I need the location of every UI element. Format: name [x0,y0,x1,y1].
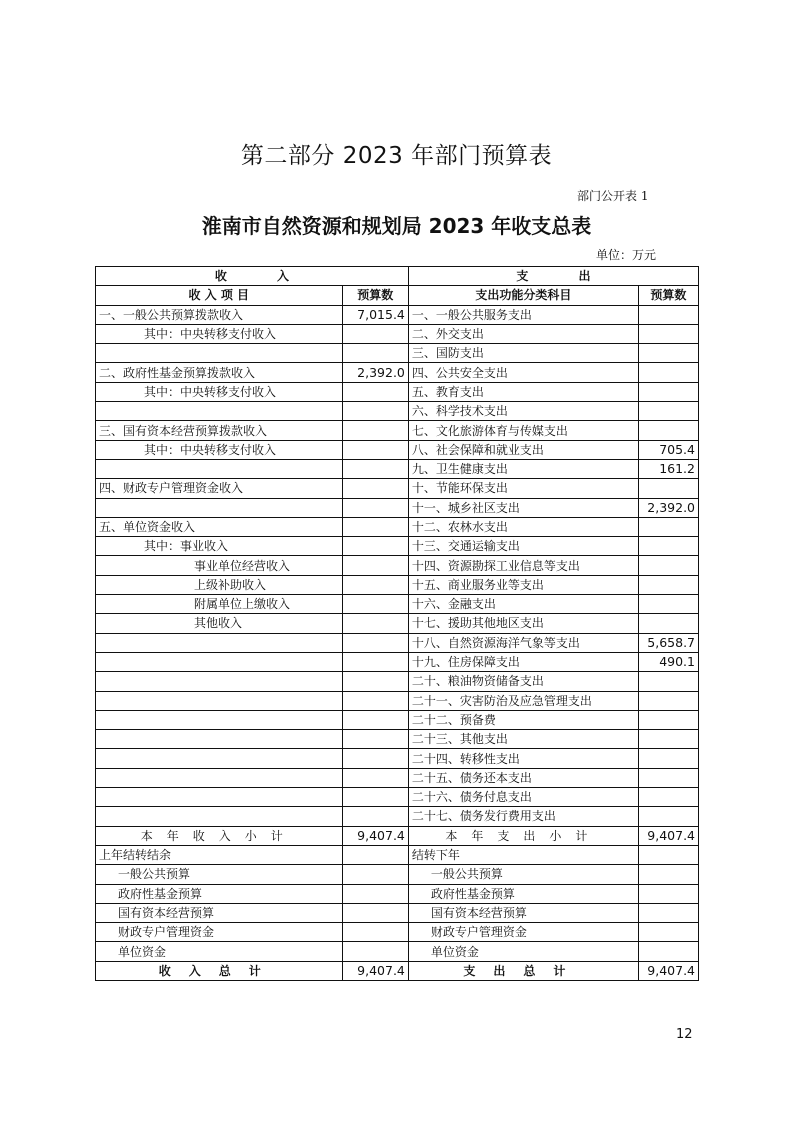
table-row [96,730,699,749]
expense-value: 161.2 [638,459,698,478]
income-item: 附属单位上缴收入 [96,595,343,614]
income-item: 五、单位资金收入 [96,517,343,536]
expense-total-value: 9,407.4 [638,961,698,980]
carryover-income-item: 一般公共预算 [96,865,343,884]
carryover-expense-value [638,845,698,864]
income-value [342,691,408,710]
income-item [96,652,343,671]
income-item: 四、财政专户管理资金收入 [96,479,343,498]
expense-value [638,517,698,536]
expense-value [638,710,698,729]
expense-value [638,402,698,421]
expense-item: 十八、自然资源海洋气象等支出 [408,633,638,652]
table-row [96,691,699,710]
carryover-expense-value [638,903,698,922]
income-item [96,807,343,826]
table-row [96,421,699,440]
income-subtotal-value: 9,407.4 [342,826,408,845]
carryover-income-item: 国有资本经营预算 [96,903,343,922]
income-value [342,479,408,498]
income-value [342,595,408,614]
carryover-income-item: 单位资金 [96,942,343,961]
expense-item: 二十七、债务发行费用支出 [408,807,638,826]
expense-item: 五、教育支出 [408,382,638,401]
income-item: 上级补助收入 [96,575,343,594]
table-row [96,788,699,807]
income-total-label: 收入总计 [96,961,343,980]
expense-value: 705.4 [638,440,698,459]
expense-value: 5,658.7 [638,633,698,652]
income-item [96,402,343,421]
income-value [342,382,408,401]
table-row [96,440,699,459]
table-row [96,537,699,556]
expense-value [638,807,698,826]
expense-value: 2,392.0 [638,498,698,517]
income-item [96,344,343,363]
income-value [342,324,408,343]
expense-value [638,382,698,401]
expense-section-header: 支 出 [408,267,698,286]
expense-item-header: 支出功能分类科目 [408,286,638,305]
income-item [96,788,343,807]
expense-value [638,363,698,382]
expense-value [638,730,698,749]
expense-value [638,595,698,614]
expense-value [638,575,698,594]
income-item [96,730,343,749]
income-budget-header: 预算数 [342,286,408,305]
table-row [96,479,699,498]
carryover-row [96,923,699,942]
expense-item: 二十四、转移性支出 [408,749,638,768]
income-item: 其他收入 [96,614,343,633]
table-row [96,344,699,363]
income-item: 其中：事业收入 [96,537,343,556]
expense-value [638,788,698,807]
expense-item: 九、卫生健康支出 [408,459,638,478]
income-item [96,710,343,729]
table-row [96,305,699,324]
income-value [342,459,408,478]
expense-subtotal-value: 9,407.4 [638,826,698,845]
carryover-income-value [342,903,408,922]
income-item [96,768,343,787]
table-row [96,363,699,382]
income-item-header: 收 入 项 目 [96,286,343,305]
table-row [96,672,699,691]
expense-value [638,537,698,556]
expense-item: 二十、粮油物资储备支出 [408,672,638,691]
table-row [96,517,699,536]
carryover-income-value [342,942,408,961]
carryover-row [96,845,699,864]
unit-label: 单位：万元 [596,248,657,262]
expense-value [638,479,698,498]
table-row [96,382,699,401]
table-row [96,402,699,421]
carryover-row [96,942,699,961]
carryover-expense-item: 政府性基金预算 [408,884,638,903]
expense-item: 八、社会保障和就业支出 [408,440,638,459]
expense-item: 二、外交支出 [408,324,638,343]
expense-value [638,556,698,575]
income-item [96,672,343,691]
expense-item: 十四、资源勘探工业信息等支出 [408,556,638,575]
income-item: 一、一般公共预算拨款收入 [96,305,343,324]
expense-item: 三、国防支出 [408,344,638,363]
income-value [342,344,408,363]
carryover-expense-item: 财政专户管理资金 [408,923,638,942]
table-row [96,459,699,478]
expense-item: 二十五、债务还本支出 [408,768,638,787]
income-value [342,672,408,691]
carryover-expense-value [638,865,698,884]
table-row [96,768,699,787]
expense-item: 二十三、其他支出 [408,730,638,749]
table-row [96,498,699,517]
expense-item: 十二、农林水支出 [408,517,638,536]
expense-value [638,324,698,343]
table-number: 部门公开表 1 [577,189,649,203]
page-number: 12 [676,1027,693,1042]
income-item [96,633,343,652]
carryover-expense-value [638,942,698,961]
expense-item: 十七、援助其他地区支出 [408,614,638,633]
income-item: 其中：中央转移支付收入 [96,382,343,401]
table-row [96,575,699,594]
income-item: 事业单位经营收入 [96,556,343,575]
income-subtotal-label: 本年收入小计 [96,826,343,845]
carryover-income-item: 财政专户管理资金 [96,923,343,942]
carryover-row [96,884,699,903]
expense-item: 十、节能环保支出 [408,479,638,498]
carryover-income-value [342,845,408,864]
carryover-row [96,865,699,884]
main-title: 淮南市自然资源和规划局 2023 年收支总表 [201,214,592,238]
carryover-expense-value [638,884,698,903]
expense-total-label: 支出总计 [408,961,638,980]
income-item [96,749,343,768]
table-row [96,595,699,614]
income-item [96,498,343,517]
carryover-row [96,903,699,922]
expense-budget-header: 预算数 [638,286,698,305]
expense-value [638,421,698,440]
income-section-header: 收 入 [96,267,409,286]
income-value [342,807,408,826]
income-value [342,652,408,671]
income-value [342,421,408,440]
expense-item: 七、文化旅游体育与传媒支出 [408,421,638,440]
income-value [342,633,408,652]
expense-item: 六、科学技术支出 [408,402,638,421]
income-value [342,788,408,807]
carryover-income-item: 上年结转结余 [96,845,343,864]
table-row [96,652,699,671]
income-item [96,691,343,710]
income-value [342,517,408,536]
table-row [96,749,699,768]
carryover-expense-item: 结转下年 [408,845,638,864]
carryover-expense-item: 国有资本经营预算 [408,903,638,922]
expense-item: 一、一般公共服务支出 [408,305,638,324]
expense-item: 十五、商业服务业等支出 [408,575,638,594]
total-row [96,961,699,980]
table-row [96,633,699,652]
table-row [96,556,699,575]
income-item: 三、国有资本经营预算拨款收入 [96,421,343,440]
income-value [342,575,408,594]
expense-item: 十九、住房保障支出 [408,652,638,671]
income-value [342,402,408,421]
expense-value [638,768,698,787]
table-row [96,710,699,729]
carryover-income-value [342,884,408,903]
carryover-expense-value [638,923,698,942]
expense-item: 二十六、债务付息支出 [408,788,638,807]
expense-item: 十三、交通运输支出 [408,537,638,556]
carryover-income-value [342,865,408,884]
income-value [342,730,408,749]
expense-item: 十六、金融支出 [408,595,638,614]
expense-value [638,344,698,363]
income-value [342,768,408,787]
carryover-income-value [342,923,408,942]
expense-item: 十一、城乡社区支出 [408,498,638,517]
income-value [342,749,408,768]
expense-value [638,749,698,768]
part-title: 第二部分 2023 年部门预算表 [240,143,553,169]
table-row [96,324,699,343]
income-total-value: 9,407.4 [342,961,408,980]
expense-value [638,305,698,324]
income-item: 二、政府性基金预算拨款收入 [96,363,343,382]
section-header-row [96,267,699,286]
table-row [96,807,699,826]
carryover-income-item: 政府性基金预算 [96,884,343,903]
income-item [96,459,343,478]
expense-item: 二十二、预备费 [408,710,638,729]
income-value [342,498,408,517]
carryover-expense-item: 单位资金 [408,942,638,961]
subtotal-row [96,826,699,845]
income-item: 其中：中央转移支付收入 [96,324,343,343]
income-value: 2,392.0 [342,363,408,382]
expense-subtotal-label: 本年支出小计 [408,826,638,845]
income-value [342,537,408,556]
income-value [342,556,408,575]
expense-item: 二十一、灾害防治及应急管理支出 [408,691,638,710]
expense-value [638,672,698,691]
income-value [342,710,408,729]
expense-value [638,614,698,633]
expense-value [638,691,698,710]
income-value [342,440,408,459]
carryover-expense-item: 一般公共预算 [408,865,638,884]
income-value: 7,015.4 [342,305,408,324]
column-header-row [96,286,699,305]
budget-summary-table [95,266,699,981]
income-value [342,614,408,633]
table-row [96,614,699,633]
expense-value: 490.1 [638,652,698,671]
income-item: 其中：中央转移支付收入 [96,440,343,459]
expense-item: 四、公共安全支出 [408,363,638,382]
